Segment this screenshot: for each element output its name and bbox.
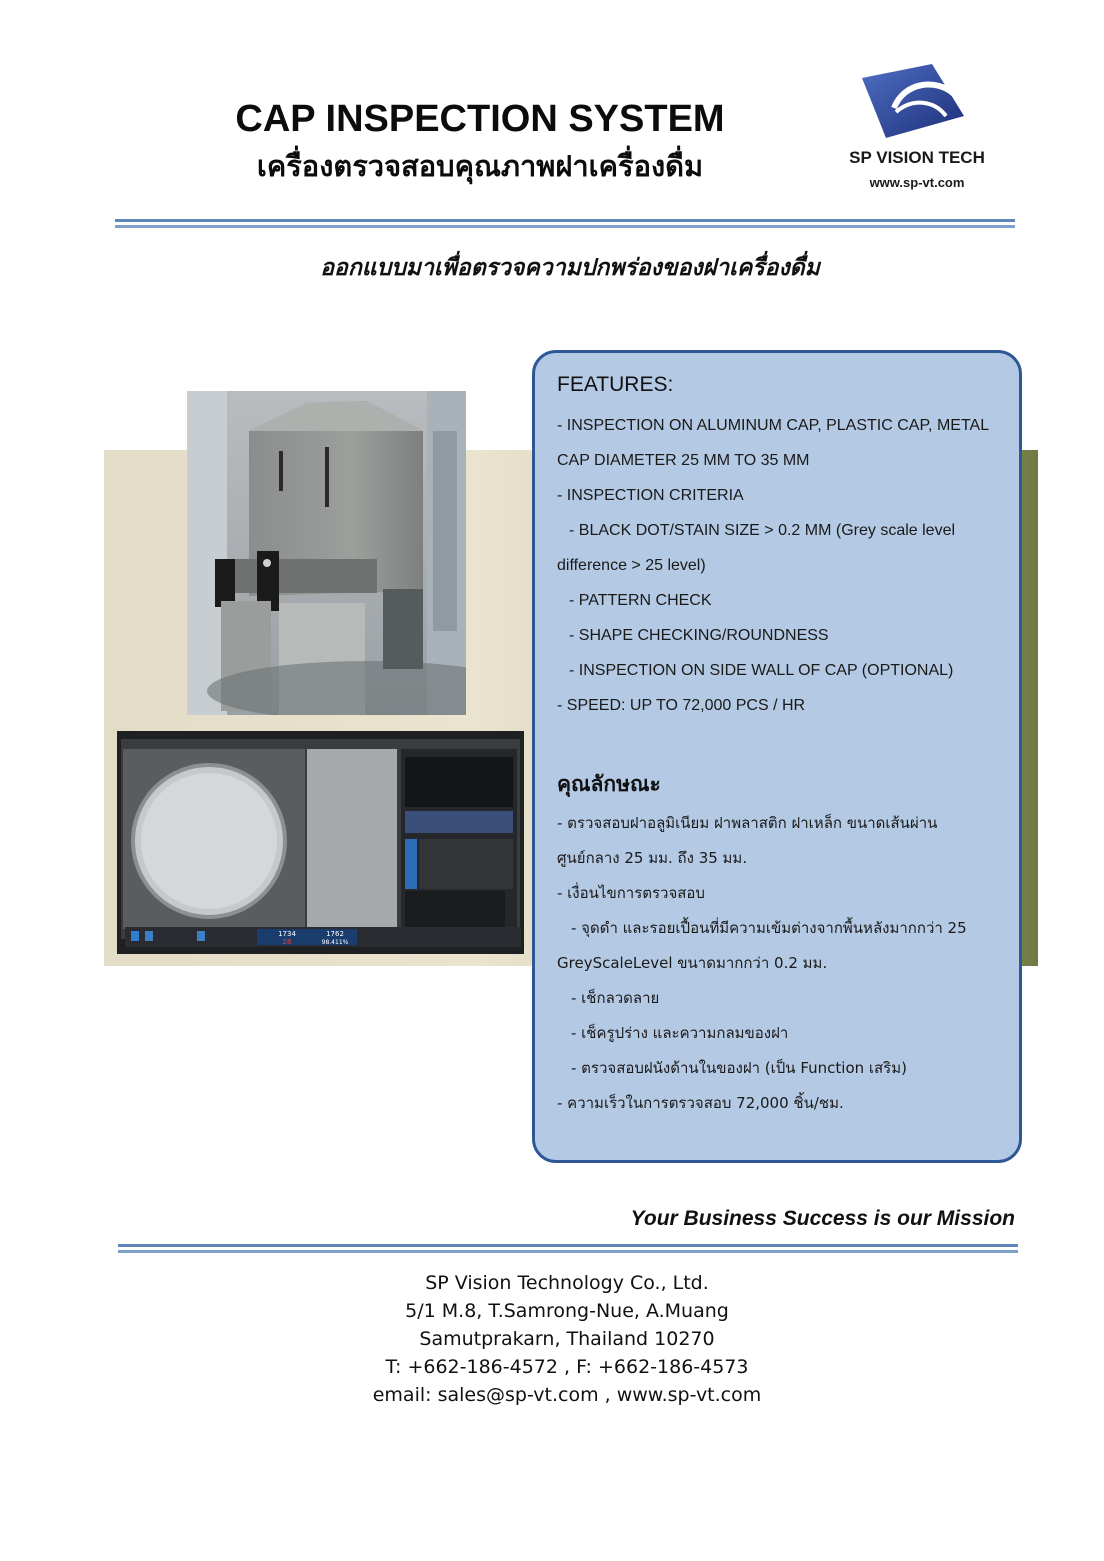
address-line: 5/1 M.8, T.Samrong-Nue, A.Muang	[405, 1300, 729, 1322]
tagline: ออกแบบมาเพื่อตรวจความปกพร่องของฝาเครื่องดื่ม	[320, 255, 820, 281]
feature-line: - SPEED: UP TO 72,000 PCS / HR	[557, 697, 806, 714]
screen-count-a: 1734	[278, 930, 296, 938]
inspection-software-screenshot	[117, 731, 524, 954]
company-name: SP Vision Technology Co., Ltd.	[425, 1272, 709, 1294]
feature-line: CAP DIAMETER 25 MM TO 35 MM	[557, 452, 810, 469]
mission-statement: Your Business Success is our Mission	[630, 1207, 1015, 1230]
machine-photo	[187, 391, 466, 715]
brand-name: SP VISION TECH	[849, 148, 985, 167]
brand-url: www.sp-vt.com	[869, 175, 965, 190]
footer-divider	[118, 1244, 1018, 1253]
feature-line-thai: - เช็กลวดลาย	[571, 989, 660, 1007]
feature-line: difference > 25 level)	[557, 557, 706, 574]
features-heading-thai: คุณลักษณะ	[557, 772, 661, 796]
feature-line: - INSPECTION ON ALUMINUM CAP, PLASTIC CAP, METAL	[557, 417, 990, 434]
feature-line-thai: - ตรวจสอบฝนังด้านในของฝา (เป็น Function เสริม)	[571, 1059, 907, 1077]
feature-line-thai: - เช็ครูปร่าง และความกลมของฝา	[571, 1024, 789, 1042]
page-title: CAP INSPECTION SYSTEM	[235, 98, 725, 140]
feature-line: - SHAPE CHECKING/ROUNDNESS	[569, 627, 829, 644]
feature-line-thai: GreyScaleLevel ขนาดมากกว่า 0.2 มม.	[557, 954, 828, 972]
email-website: email: sales@sp-vt.com , www.sp-vt.com	[372, 1384, 762, 1406]
feature-line-thai: - ตรวจสอบฝาอลูมิเนียม ฝาพลาสติก ฝาเหล็ก ขนาดเส้นผ่าน	[557, 814, 938, 832]
feature-line: - PATTERN CHECK	[569, 592, 712, 609]
feature-line-thai: ศูนย์กลาง 25 มม. ถึง 35 มม.	[557, 849, 748, 867]
feature-line-thai: - เงื่อนไขการตรวจสอบ	[557, 884, 705, 902]
phone-fax: T: +662-186-4572 , F: +662-186-4573	[385, 1356, 749, 1378]
feature-line: - INSPECTION ON SIDE WALL OF CAP (OPTIONAL)	[569, 662, 954, 679]
address-line: Samutprakarn, Thailand 10270	[419, 1328, 715, 1350]
feature-line-thai: - จุดดำ และรอยเปื้อนที่มีความเข้มต่างจากพื้นหลังมากกว่า 25	[571, 919, 967, 937]
feature-line: - INSPECTION CRITERIA	[557, 487, 744, 504]
screen-count-c: 28	[282, 938, 292, 946]
feature-line-thai: - ความเร็วในการตรวจสอบ 72,000 ชิ้น/ชม.	[557, 1094, 844, 1112]
page-title-thai: เครื่องตรวจสอบคุณภาพฝาเครื่องดื่ม	[256, 149, 704, 183]
sp-vision-logo-icon	[856, 60, 968, 146]
features-heading: FEATURES:	[557, 373, 674, 396]
feature-line: - BLACK DOT/STAIN SIZE > 0.2 MM (Grey scale level	[569, 522, 956, 539]
header-divider	[115, 219, 1015, 228]
screen-count-b: 1762	[326, 930, 344, 938]
screen-percent: 98.411%	[321, 939, 349, 946]
